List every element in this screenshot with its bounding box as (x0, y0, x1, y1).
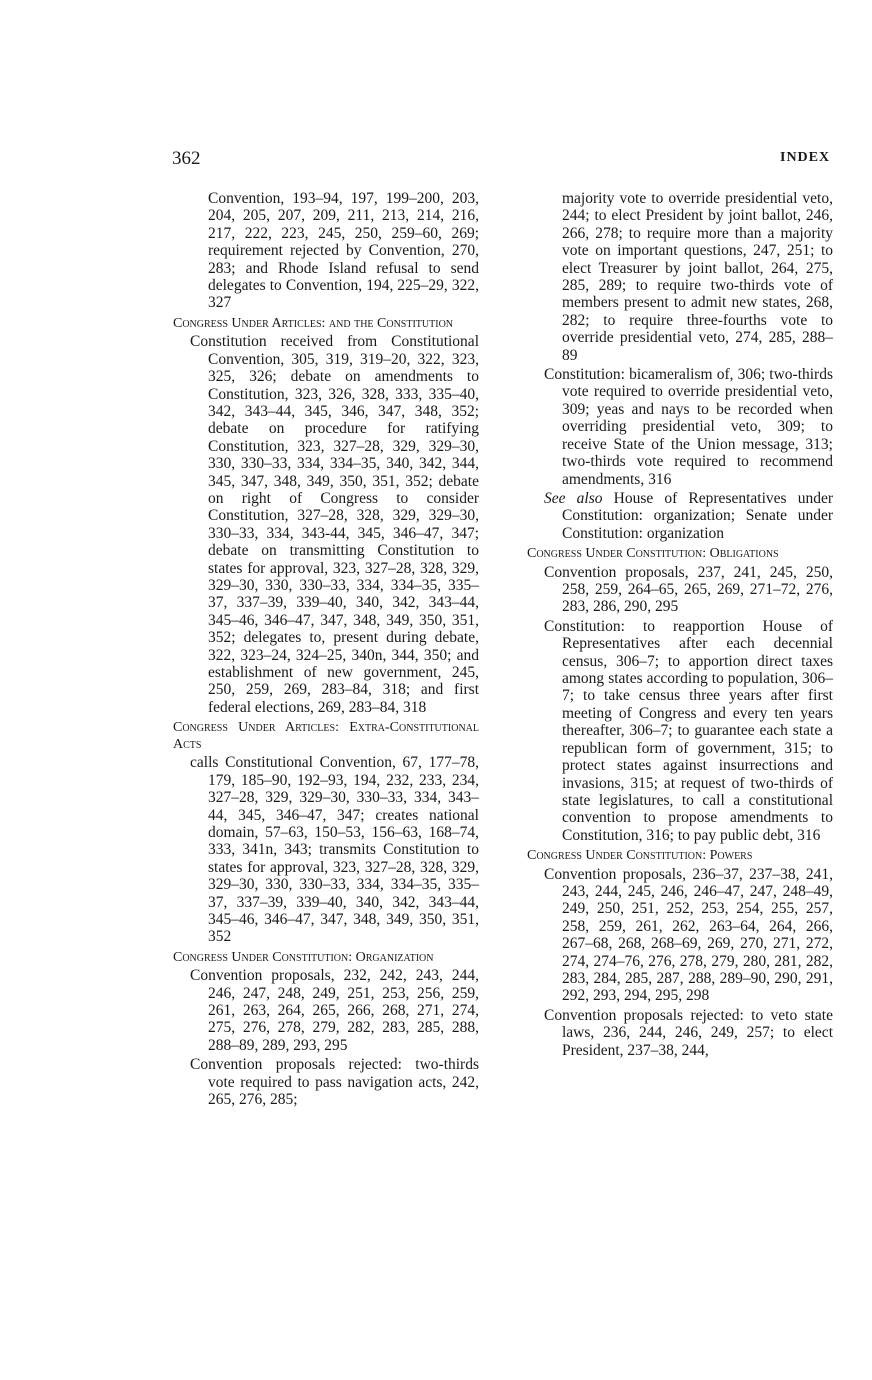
continued-entry-text: majority vote to override presidential veto, 244; to elect President by joint ballot, 246, 266, 278; to require more than a majority vote on important questions, 247, 251; to elect Treasurer by joint ballot, 264, 275, 285, 289; to require two-thirds vote of members present to admit new states, 268, 282; to require three-fourths vote to override presidential veto, 274, 285, 288–89 (562, 190, 833, 364)
index-subentry: Constitution: to reapportion House of Representatives after each decennial census, 306–7; to apportion direct taxes among states according to population, 306–7; to take census three years after first meeting of Congress and every ten years thereafter, 306–7; to guarantee each state a republican form of government, 315; to protect states against insurrections and invasions, 315; at request of two-thirds of state legislatures, to call a constitutional convention to propose amendments to Constitution, 316; to pay public debt, 316 (544, 617, 833, 844)
page-number: 362 (172, 148, 201, 169)
index-heading: Congress Under Articles: and the Constitution (173, 315, 454, 331)
see-also-label: See also (544, 489, 603, 507)
index-subentry: Convention proposals, 237, 241, 245, 250, 258, 259, 264–65, 265, 269, 271–72, 276, 283, 286, 290, 295 (544, 563, 833, 616)
left-column (173, 190, 479, 1111)
index-subentry: Constitution: bicameralism of, 306; two-thirds vote required to override presidential veto, 309; yeas and nays to be recorded when overriding presidential veto, 309; to receive State of the Union message, 313; two-thirds vote required to recommend amendments, 316 (544, 366, 833, 488)
index-subentry: Convention proposals, 232, 242, 243, 244, 246, 247, 248, 249, 251, 253, 256, 259, 261, 263, 264, 265, 266, 268, 271, 274, 275, 276, 278, 279, 282, 283, 285, 288, 288–89, 289, 293, 295 (190, 967, 479, 1054)
continued-entry-text: Convention, 193–94, 197, 199–200, 203, 204, 205, 207, 209, 211, 213, 214, 216, 217, 222, 223, 245, 250, 259–60, 269; requirement rejected by Convention, 270, 283; and Rhode Island refusal to send delegates to Convention, 194, 225–29, 322, 327 (208, 190, 479, 312)
index-heading: Congress Under Constitution: Obligations (527, 546, 779, 562)
index-subentry: Constitution received from Constitutional Convention, 305, 319, 319–20, 322, 323, 325, 326; debate on amendments to Constitution, 323, 326, 328, 333, 335–40, 342, 343–44, 345, 346, 347, 348, 352; debate on procedure for ratifying Constitution, 323, 327–28, 329, 329–30, 330, 330–33, 334, 334–35, 340, 342, 344, 345, 347, 348, 349, 350, 351, 352; debate on right of Congress to consider Constitution, 327–28, 328, 329, 329–30, 330–33, 334, 343-44, 345, 346–47, 347; debate on transmitting Constitution to states for approval, 323, 327–28, 328, 329, 329–30, 330, 330–33, 334, 334–35, 335–37, 337–39, 339–40, 340, 342, 343–44, 345–46, 346–47, 347, 348, 349, 350, 351, 352; delegates to, present during debate, 322, 323–24, 324–25, 340n, 344, 350; and establishment of new government, 245, 250, 259, 269, 283–84, 318; and first federal elections, 269, 283–84, 318 (190, 333, 479, 716)
index-heading: Congress Under Articles: Extra-Constitutional Acts (173, 720, 479, 752)
index-subentry: Convention proposals rejected: to veto state laws, 236, 244, 246, 249, 257; to elect President, 237–38, 244, (544, 1006, 833, 1059)
right-column (527, 190, 833, 1061)
index-heading: Congress Under Constitution: Organization (173, 949, 434, 965)
see-also-text: House of Representatives under Constitution: organization; Senate under Constitution: organization (562, 489, 833, 542)
index-subentry: Convention proposals rejected: two-thirds vote required to pass navigation acts, 242, 265, 276, 285; (190, 1056, 479, 1109)
index-heading: Congress Under Constitution: Powers (527, 848, 753, 864)
see-also-entry (527, 490, 833, 542)
index-subentry: Convention proposals, 236–37, 237–38, 241, 243, 244, 245, 246, 246–47, 247, 248–49, 249, 250, 251, 252, 253, 254, 255, 257, 258, 259, 261, 262, 263–64, 264, 266, 267–68, 268, 268–69, 269, 270, 271, 272, 274, 274–76, 276, 278, 279, 280, 281, 282, 283, 284, 285, 287, 288, 289–90, 290, 291, 292, 293, 294, 295, 298 (544, 865, 833, 1005)
index-subentry: calls Constitutional Convention, 67, 177–78, 179, 185–90, 192–93, 194, 232, 233, 234, 327–28, 329, 329–30, 330–33, 334, 343–44, 345, 346–47, 347; creates national domain, 57–63, 150–53, 156–63, 168–74, 333, 341n, 343; transmits Constitution to states for approval, 323, 327–28, 328, 329, 329–30, 330, 330–33, 334, 334–35, 335–37, 337–39, 339–40, 340, 342, 343–44, 345–46, 346–47, 347, 348, 349, 350, 351, 352 (190, 754, 479, 946)
running-head: INDEX (780, 150, 831, 165)
